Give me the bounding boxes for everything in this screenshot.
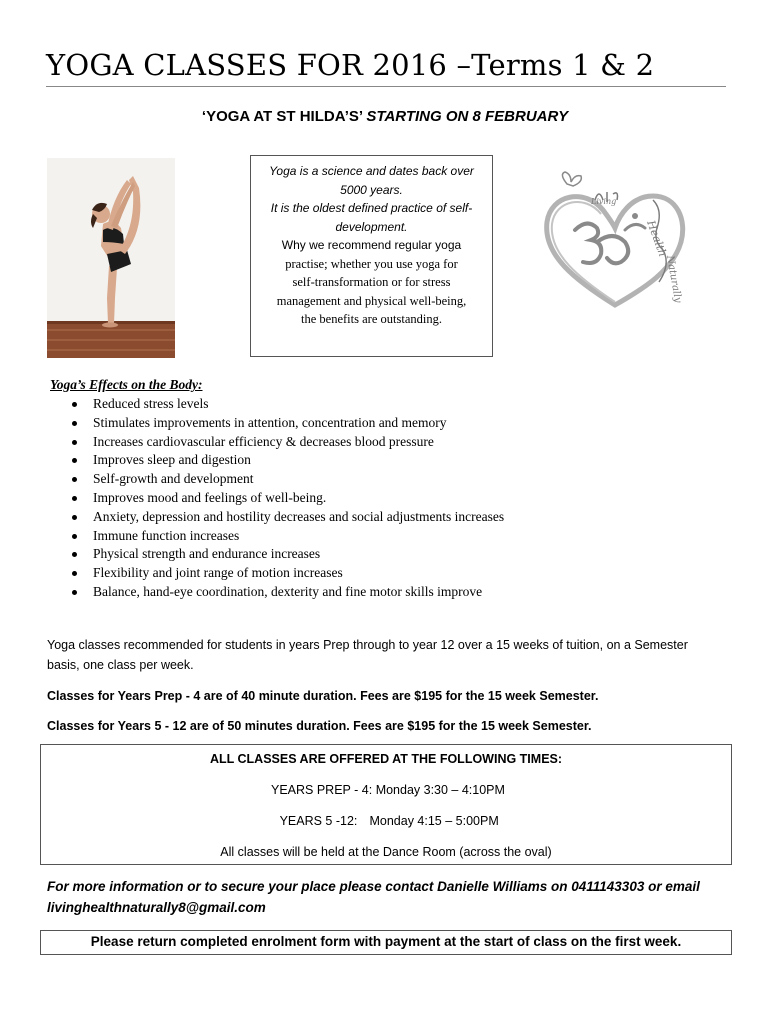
subtitle-main: ‘YOGA AT ST HILDA’S’ <box>201 108 367 125</box>
yoga-pose-illustration <box>47 158 175 358</box>
effect-item: Flexibility and joint range of motion increases <box>70 564 504 583</box>
times-row-senior <box>271 814 499 828</box>
recommendation-line-1: Yoga classes recommended for students in years Prep through to year 12 over a 15 weeks of tuition, on a Semester <box>47 638 688 652</box>
times-row-prep <box>271 783 505 797</box>
intro-line-2: 5000 years. <box>340 182 403 197</box>
class-times-box <box>40 744 732 865</box>
svg-text:Living: Living <box>591 197 617 206</box>
recommendation-paragraph <box>47 636 727 675</box>
times-senior-time: Monday 4:15 – 5:00PM <box>369 814 499 828</box>
class-location: All classes will be held at the Dance Room (across the oval) <box>220 845 552 859</box>
times-senior-label: YEARS 5 -12: <box>279 814 358 828</box>
contact-info <box>47 876 737 918</box>
yoga-pose-photo <box>47 158 175 358</box>
title-divider <box>46 86 726 87</box>
svg-text:Naturally: Naturally <box>664 254 684 304</box>
heart-om-logo-icon <box>535 170 695 320</box>
return-form-note: Please return completed enrolment form with payment at the start of class on the first week. <box>40 930 732 955</box>
page-title: YOGA CLASSES FOR 2016 –Terms 1 & 2 <box>46 48 655 82</box>
times-prep-time: Monday 3:30 – 4:10PM <box>375 783 505 797</box>
effects-heading: Yoga’s Effects on the Body: <box>50 377 203 392</box>
effect-item: Increases cardiovascular efficiency & decreases blood pressure <box>70 433 504 452</box>
times-prep-label: YEARS PREP - 4: <box>271 783 373 797</box>
svg-text:Health: Health <box>644 218 670 259</box>
intro-line-6: practise; whether you use yoga for <box>285 256 458 271</box>
effect-item: Improves mood and feelings of well-being. <box>70 489 504 508</box>
senior-fees-line: Classes for Years 5 - 12 are of 50 minutes duration. Fees are $195 for the 15 week Semester. <box>47 719 592 733</box>
effect-item: Anxiety, depression and hostility decreases and social adjustments increases <box>70 508 504 527</box>
effects-list <box>70 395 504 602</box>
page-subtitle <box>0 108 770 125</box>
effect-item: Physical strength and endurance increases <box>70 545 504 564</box>
intro-line-7: self-transformation or for stress <box>292 275 451 289</box>
intro-line-1: Yoga is a science and dates back over <box>269 164 474 178</box>
effect-item: Improves sleep and digestion <box>70 451 504 470</box>
effect-item: Reduced stress levels <box>70 395 504 414</box>
effect-item: Stimulates improvements in attention, concentration and memory <box>70 414 504 433</box>
effect-item: Balance, hand-eye coordination, dexterity and fine motor skills improve <box>70 583 504 602</box>
times-heading: ALL CLASSES ARE OFFERED AT THE FOLLOWING TIMES: <box>209 752 563 766</box>
contact-email: livinghealthnaturally8@gmail.com <box>47 900 266 915</box>
contact-line-1: For more information or to secure your place please contact Danielle Williams on 0411143303 or email <box>47 879 700 894</box>
prep-fees-line: Classes for Years Prep - 4 are of 40 minute duration. Fees are $195 for the 15 week Semester. <box>47 689 599 703</box>
effect-item: Self-growth and development <box>70 470 504 489</box>
heart-om-logo <box>535 170 695 320</box>
intro-line-5: Why we recommend regular yoga <box>281 238 462 252</box>
intro-line-8: management and physical well-being, <box>276 293 467 308</box>
intro-line-4: development. <box>335 219 408 234</box>
intro-line-9: the benefits are outstanding. <box>301 312 442 326</box>
effect-item: Immune function increases <box>70 527 504 546</box>
yoga-intro-box <box>250 155 493 357</box>
subtitle-start-date: STARTING ON 8 FEBRUARY <box>366 108 569 125</box>
intro-line-3: It is the oldest defined practice of self- <box>270 201 473 215</box>
recommendation-line-2: basis, one class per week. <box>47 657 194 672</box>
